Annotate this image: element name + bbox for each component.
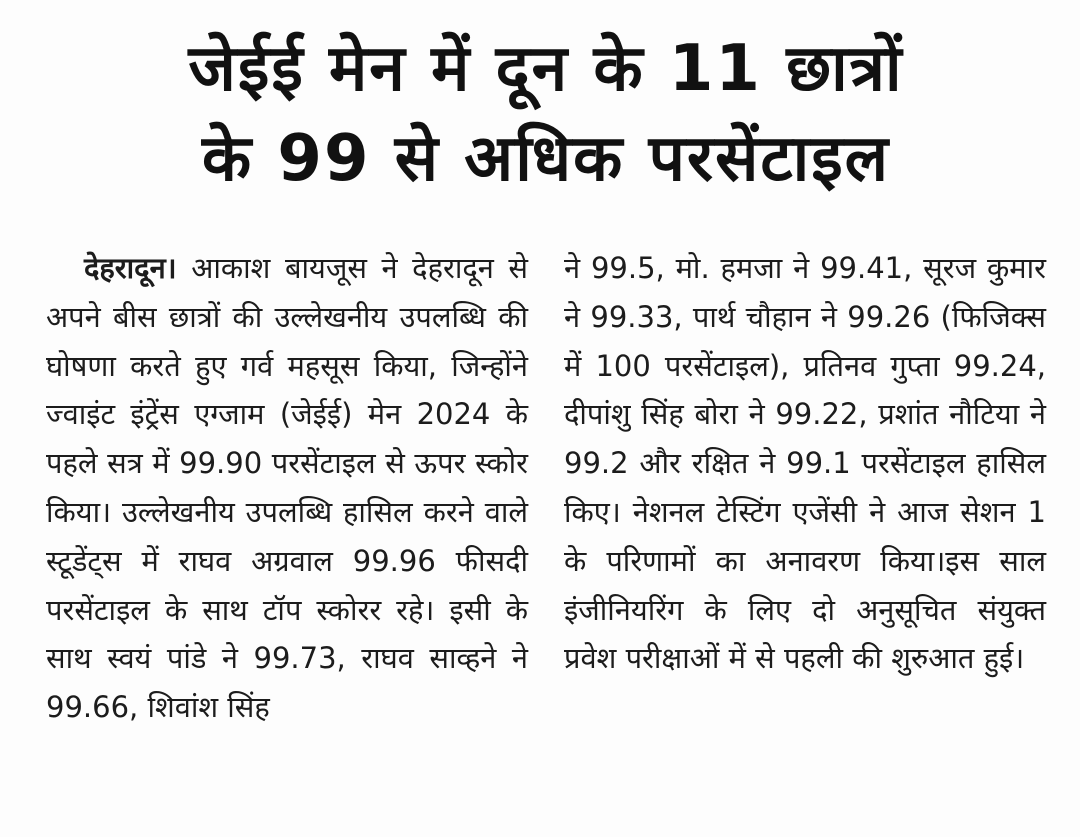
headline xyxy=(46,24,1046,204)
headline-line-1: जेईई मेन में दून के 11 छात्रों xyxy=(188,32,904,106)
article-text-1: आकाश बायजूस ने देहरादून से अपने बीस छात्रों की उल्लेखनीय उपलब्धि की घोषणा करते हुए गर्व महसूस किया, जिन्होंने ज्वाइंट इंट्रेंस एग्जाम (जेईई) मेन 2024 के पहले सत्र में 99.90 परसेंटाइल से ऊपर स्कोर किया। उल्लेखनीय उपलब्धि हासिल करने वाले स्टूडेंट्स में राघव अग्रवाल 99.96 फीसदी परसेंटाइल के साथ टॉप स्कोरर रहे। इसी के साथ स्वयं पांडे ने 99.73, राघव साव्हने ने 99.66, शिवांश सिंह xyxy=(46,251,529,725)
article-body xyxy=(46,244,1046,732)
article-paragraph-2 xyxy=(564,244,1046,683)
dateline: देहरादून। xyxy=(84,251,177,285)
article-column-1 xyxy=(46,244,528,732)
article-paragraph-1 xyxy=(46,244,528,732)
article-text-2: ने 99.5, मो. हमजा ने 99.41, सूरज कुमार ने 99.33, पार्थ चौहान ने 99.26 (फिजिक्स में 100 परसेंटाइल), प्रतिनव गुप्ता 99.24, दीपांशु सिंह बोरा ने 99.22, प्रशांत नौटिया ने 99.2 और रक्षित ने 99.1 परसेंटाइल हासिल किए। नेशनल टेस्टिंग एजेंसी ने आज सेशन 1 के परिणामों का अनावरण किया।इस साल इंजीनियरिंग के लिए दो अनुसूचित संयुक्त प्रवेश परीक्षाओं में से पहली की शुरुआत हुई। xyxy=(564,251,1046,676)
article-column-2 xyxy=(564,244,1046,732)
headline-line-2: के 99 से अधिक परसेंटाइल xyxy=(201,122,891,196)
